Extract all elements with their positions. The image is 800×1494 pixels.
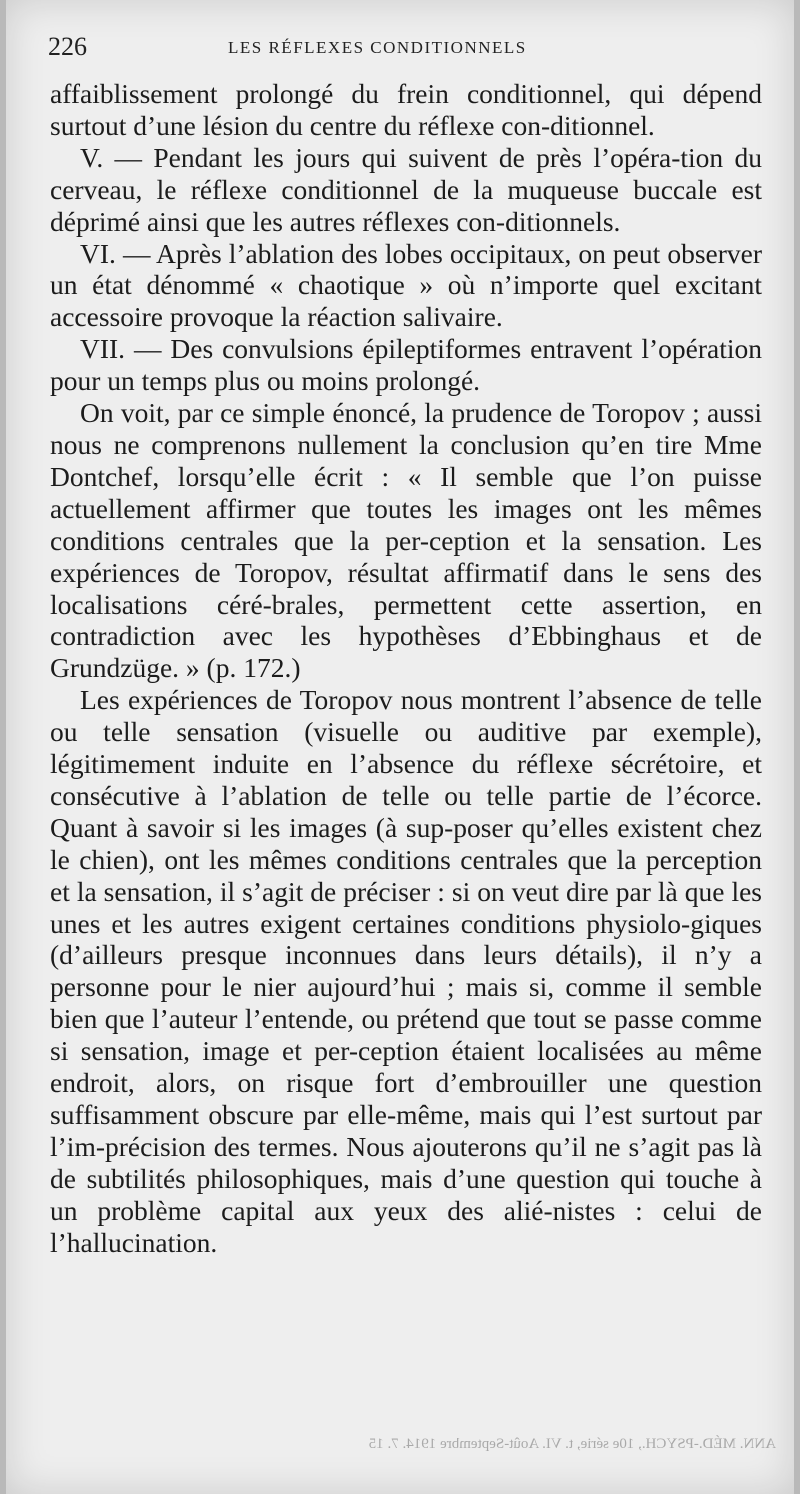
- page-number: 226: [48, 32, 87, 61]
- paragraph: affaiblissement prolongé du frein conditionnel, qui dépend surtout d’une lésion du centre du réflexe con-ditionnel.: [50, 78, 762, 141]
- book-page: [6, 0, 794, 1494]
- paragraph: On voit, par ce simple énoncé, la prudence de Toropov ; aussi nous ne comprenons nullement la conclusion qu’en tire Mme Dontchef, lorsqu’elle écrit : « Il semble que l’on puisse actuellement affirmer que toutes les images ont les mêmes conditions centrales que la per-ception et la sensation. Les expériences de Toropov, résultat affirmatif dans le sens des localisations céré-brales, permettent cette assertion, en contradiction avec les hypothèses d’Ebbinghaus et de Grundzüge. » (p. 172.): [50, 397, 762, 684]
- paragraph: VII. — Des convulsions épileptiformes entravent l’opération pour un temps plus ou moins prolongé.: [50, 333, 762, 397]
- bleed-through-footer: ANN. MÉD.-PSYCH., 10e série, t. VI. Août-Septembre 1914. 7. 15: [368, 1436, 776, 1452]
- paragraph: V. — Pendant les jours qui suivent de près l’opéra-tion du cerveau, le réflexe conditionnel de la muqueuse buccale est déprimé ainsi que les autres réflexes con-ditionnels.: [50, 141, 762, 237]
- paragraph: Les expériences de Toropov nous montrent l’absence de telle ou telle sensation (visuelle ou auditive par exemple), légitimement induite en l’absence du réflexe sécrétoire, et consécutive à l’ablation de telle ou telle partie de l’écorce. Quant à savoir si les images (à sup-poser qu’elles existent chez le chien), ont les mêmes conditions centrales que la perception et la sensation, il s’agit de préciser : si on veut dire par là que les unes et les autres exigent certaines conditions physiolo-giques (d’ailleurs presque inconnues dans leurs détails), il n’y a personne pour le nier aujourd’hui ; mais si, comme il semble bien que l’auteur l’entende, ou prétend que tout se passe comme si sensation, image et per-ception étaient localisées au même endroit, alors, on risque fort d’embrouiller une question suffisamment obscure par elle-même, mais qui l’est surtout par l’im-précision des termes. Nous ajouterons qu’il ne s’agit pas là de subtilités philosophiques, mais d’une question qui touche à un problème capital aux yeux des alié-nistes : celui de l’hallucination.: [50, 684, 762, 1258]
- page-header: [48, 32, 758, 64]
- paragraph: VI. — Après l’ablation des lobes occipitaux, on peut observer un état dénommé « chaotique » où n’importe quel excitant accessoire provoque la réaction salivaire.: [50, 237, 762, 333]
- running-title: LES RÉFLEXES CONDITIONNELS: [228, 38, 527, 57]
- body-text: [50, 78, 762, 1259]
